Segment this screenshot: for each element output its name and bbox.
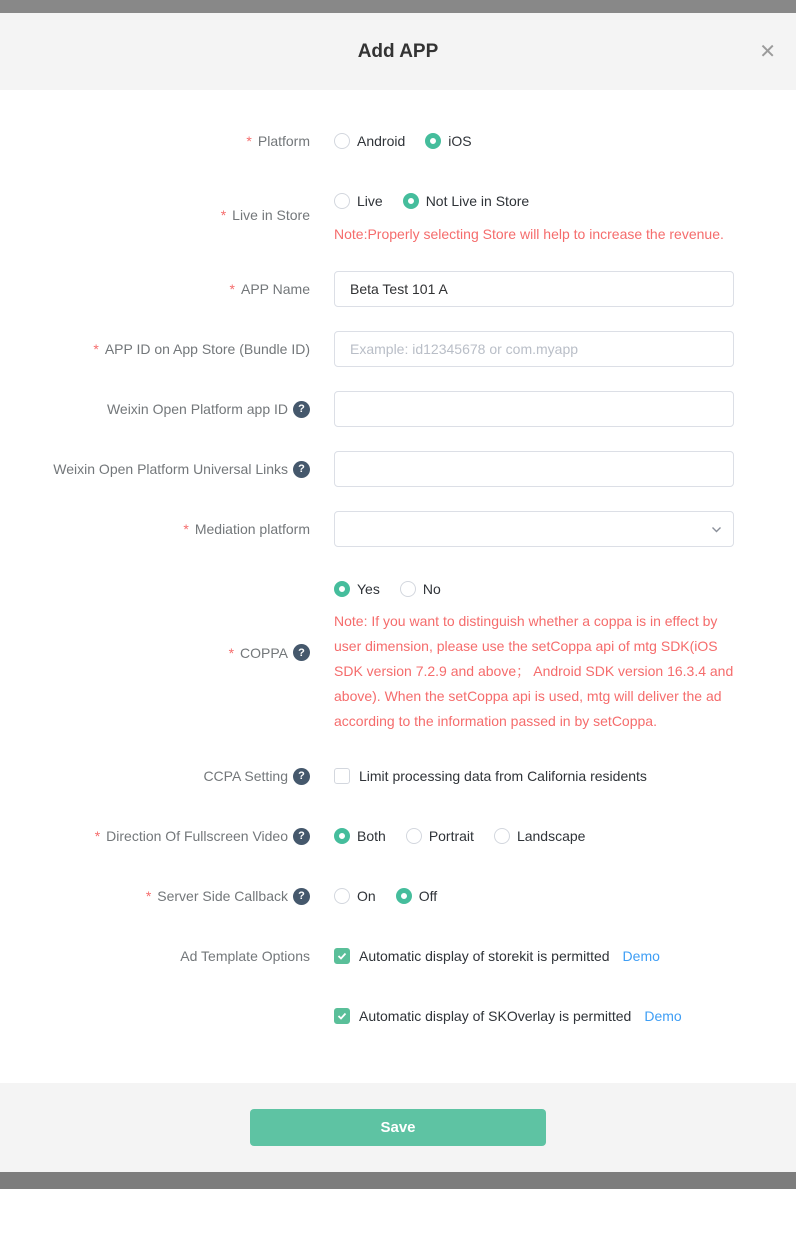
dialog-footer	[0, 1083, 796, 1172]
ccpa-label: CCPA Setting ?	[0, 758, 310, 794]
radio-selected-icon[interactable]	[425, 133, 441, 149]
form-item-weixin-universal-links	[0, 451, 796, 487]
radio-selected-icon[interactable]	[396, 888, 412, 904]
form-item-platform	[0, 123, 796, 159]
radio-unselected-icon[interactable]	[406, 828, 422, 844]
form-item-live-in-store	[0, 183, 796, 247]
radio-unselected-icon[interactable]	[400, 581, 416, 597]
app-name-input[interactable]	[334, 271, 734, 307]
radio-unselected-icon[interactable]	[494, 828, 510, 844]
checkbox-checked-icon[interactable]	[334, 1008, 350, 1024]
live-radio-live[interactable]: Live	[334, 193, 383, 209]
direction-radio-group	[334, 818, 734, 854]
dialog-title: Add APP	[357, 40, 439, 62]
server-callback-radio-off[interactable]: Off	[396, 888, 437, 904]
radio-unselected-icon[interactable]	[334, 133, 350, 149]
ad-template-label-spacer	[0, 998, 310, 1034]
mediation-platform-select[interactable]	[334, 511, 734, 547]
form-item-app-id	[0, 331, 796, 367]
radio-selected-icon[interactable]	[334, 828, 350, 844]
coppa-label: * COPPA ?	[0, 571, 310, 734]
weixin-app-id-input[interactable]	[334, 391, 734, 427]
help-icon[interactable]: ?	[293, 461, 310, 478]
ccpa-checkbox-row	[334, 758, 734, 794]
form-item-server-callback	[0, 878, 796, 914]
check-icon	[337, 1011, 347, 1021]
save-button[interactable]: Save	[250, 1109, 546, 1146]
checkbox-checked-icon[interactable]	[334, 948, 350, 964]
skoverlay-demo-link[interactable]: Demo	[644, 1008, 682, 1024]
live-in-store-note: Note:Properly selecting Store will help to increase the revenue.	[334, 226, 724, 242]
direction-radio-both[interactable]: Both	[334, 828, 386, 844]
help-icon[interactable]: ?	[293, 644, 310, 661]
required-marker: *	[229, 281, 235, 297]
app-id-input[interactable]	[334, 331, 734, 367]
platform-radio-group	[334, 123, 734, 159]
ccpa-checkbox-label: Limit processing data from California residents	[359, 768, 647, 784]
coppa-radio-yes[interactable]: Yes	[334, 581, 380, 597]
platform-label: * Platform	[246, 133, 310, 149]
required-marker: *	[183, 521, 189, 537]
server-callback-radio-group	[334, 878, 734, 914]
required-marker: *	[145, 888, 152, 904]
storekit-checkbox-label: Automatic display of storekit is permitted	[359, 948, 610, 964]
page-background-bottom	[0, 1172, 796, 1189]
required-marker: *	[220, 207, 227, 223]
help-icon[interactable]: ?	[293, 401, 310, 418]
coppa-radio-no[interactable]: No	[400, 581, 441, 597]
form-item-weixin-app-id	[0, 391, 796, 427]
live-in-store-radio-group	[334, 183, 734, 219]
weixin-universal-links-label: Weixin Open Platform Universal Links ?	[0, 451, 310, 487]
server-callback-label: * Server Side Callback ?	[0, 878, 310, 914]
required-marker: *	[228, 644, 235, 661]
direction-radio-landscape[interactable]: Landscape	[494, 828, 586, 844]
direction-label: * Direction Of Fullscreen Video ?	[0, 818, 310, 854]
skoverlay-checkbox-row	[334, 998, 734, 1034]
required-marker: *	[94, 828, 101, 844]
form-item-ccpa	[0, 758, 796, 794]
add-app-form	[0, 90, 796, 1083]
server-callback-radio-on[interactable]: On	[334, 888, 376, 904]
required-marker: *	[93, 341, 99, 357]
weixin-app-id-label: Weixin Open Platform app ID ?	[0, 391, 310, 427]
required-marker: *	[246, 133, 252, 149]
close-icon[interactable]: ✕	[759, 40, 776, 63]
form-item-app-name	[0, 271, 796, 307]
storekit-demo-link[interactable]: Demo	[622, 948, 660, 964]
direction-radio-portrait[interactable]: Portrait	[406, 828, 474, 844]
live-radio-not-live[interactable]: Not Live in Store	[403, 193, 530, 209]
dialog-header	[0, 13, 796, 90]
form-item-ad-template-skoverlay	[0, 998, 796, 1034]
form-item-coppa	[0, 571, 796, 734]
radio-selected-icon[interactable]	[403, 193, 419, 209]
live-in-store-label: * Live in Store	[220, 207, 310, 223]
help-icon[interactable]: ?	[293, 768, 310, 785]
mediation-platform-label: * Mediation platform	[183, 521, 310, 537]
storekit-checkbox-row	[334, 938, 734, 974]
coppa-radio-group	[334, 571, 734, 607]
chevron-down-icon	[710, 523, 723, 536]
app-id-label: * APP ID on App Store (Bundle ID)	[93, 341, 310, 357]
radio-unselected-icon[interactable]	[334, 193, 350, 209]
page-background-top	[0, 0, 796, 13]
checkbox-unchecked-icon[interactable]	[334, 768, 350, 784]
coppa-note: Note: If you want to distinguish whether a coppa is in effect by user dimension, please use the setCoppa api of mtg SDK(iOS SDK version 7.2.9 and above； Android SDK version 16.3.4 and above). When the setCoppa api is used, mtg will deliver the ad according to the information passed in by setCoppa.	[334, 613, 734, 729]
radio-unselected-icon[interactable]	[334, 888, 350, 904]
help-icon[interactable]: ?	[293, 888, 310, 905]
platform-radio-ios[interactable]: iOS	[425, 133, 471, 149]
platform-radio-android[interactable]: Android	[334, 133, 405, 149]
check-icon	[337, 951, 347, 961]
help-icon[interactable]: ?	[293, 828, 310, 845]
radio-selected-icon[interactable]	[334, 581, 350, 597]
weixin-universal-links-input[interactable]	[334, 451, 734, 487]
app-name-label: * APP Name	[229, 281, 310, 297]
ad-template-label: Ad Template Options	[180, 948, 310, 964]
form-item-mediation-platform	[0, 511, 796, 547]
form-item-ad-template-storekit	[0, 938, 796, 974]
skoverlay-checkbox-label: Automatic display of SKOverlay is permitted	[359, 1008, 632, 1024]
form-item-direction	[0, 818, 796, 854]
